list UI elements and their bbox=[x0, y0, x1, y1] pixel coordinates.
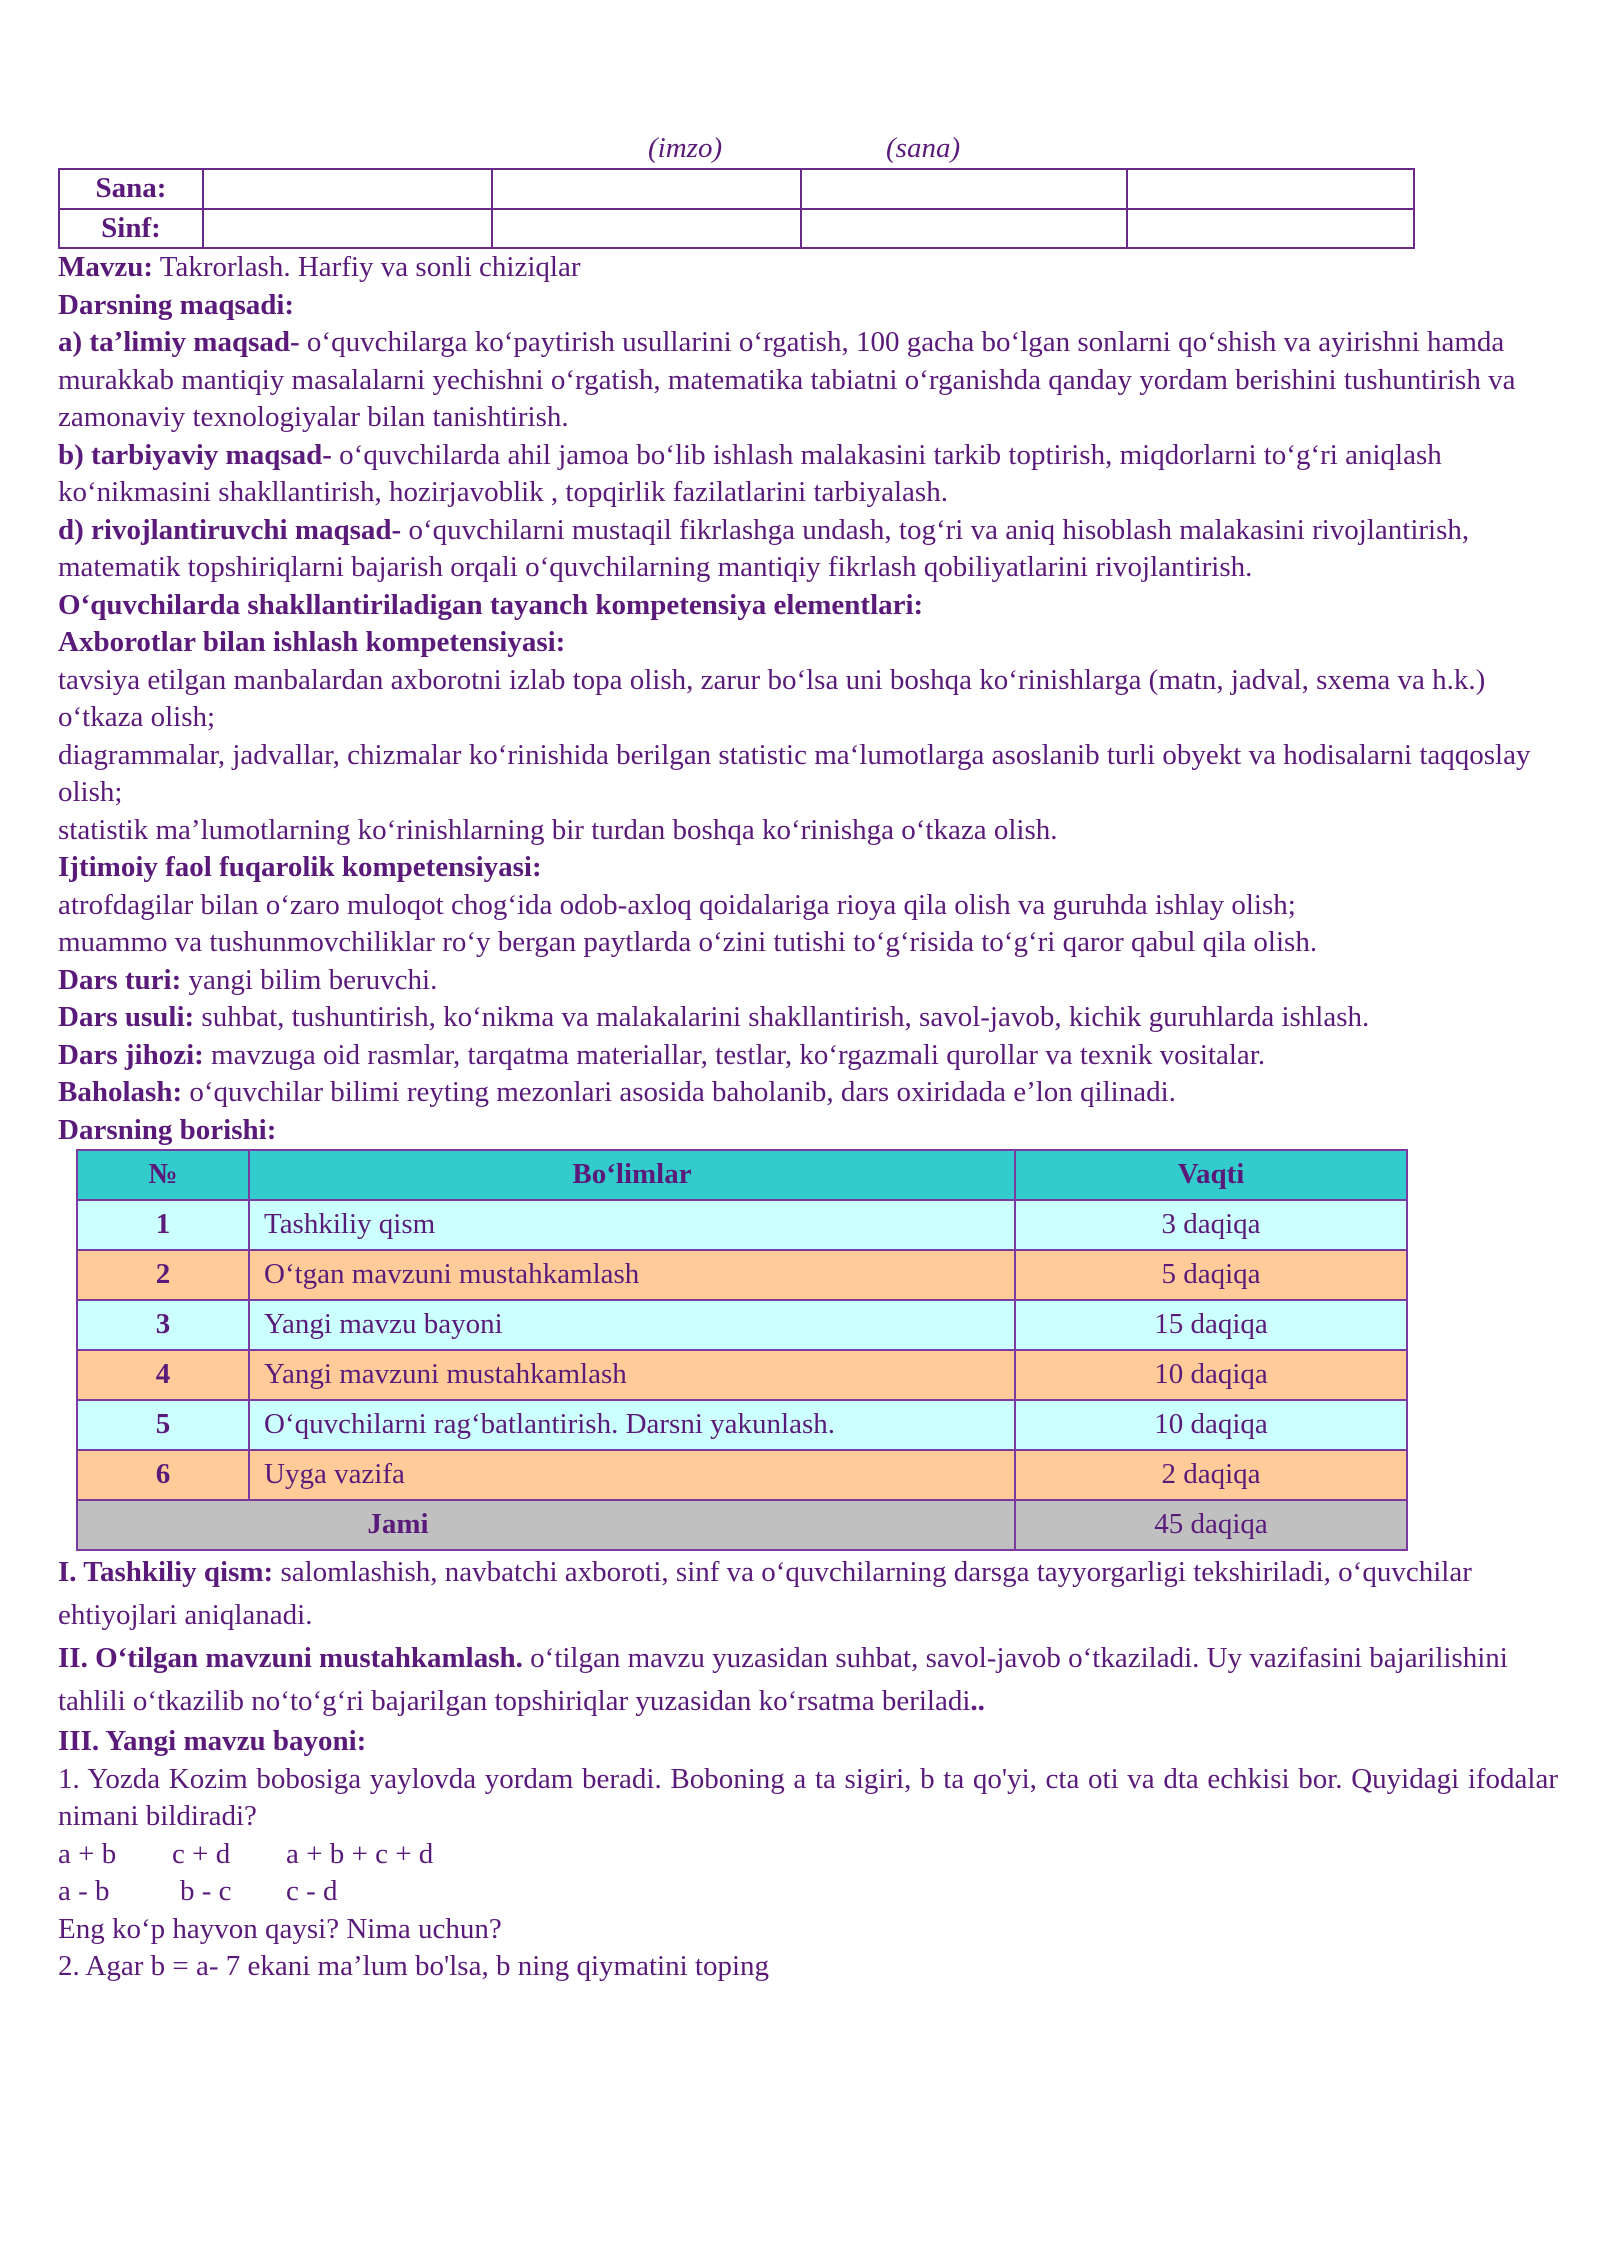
table-row bbox=[77, 1200, 1407, 1250]
sinf-cell bbox=[801, 209, 1127, 249]
row-number: 6 bbox=[77, 1450, 249, 1500]
question-line: Eng ko‘p hayvon qaysi? Nima uchun? bbox=[58, 1912, 502, 1945]
table-row bbox=[77, 1450, 1407, 1500]
kompetensiya-title: O‘quvchilarda shakllantiriladigan tayanch kompetensiya elementlari: bbox=[58, 588, 924, 621]
row-number: 5 bbox=[77, 1400, 249, 1450]
sana-caption: (sana) bbox=[886, 132, 961, 164]
section-1: I. Tashkiliy qism: salomlashish, navbatchi axboroti, sinf va o‘quvchilarning darsga tayyorgarligi tekshiriladi, o‘quvchilar ehtiyojlari aniqlanadi. bbox=[58, 1556, 1472, 1631]
row-section: Uyga vazifa bbox=[249, 1450, 1015, 1500]
sana-cell bbox=[492, 169, 801, 209]
goal-b: b) tarbiyaviy maqsad- o‘quvchilarda ahil jamoa bo‘lib ishlash malakasini tarkib toptirish, miqdorlarni to‘g‘ri aniqlash ko‘nikmasini shakllantirish, hozirjavoblik , topqirlik fazilatlarini tarbiyalash. bbox=[58, 438, 1442, 508]
imzo-label: (imzo) bbox=[648, 132, 723, 164]
borishi-title: Darsning borishi: bbox=[58, 1113, 277, 1146]
row-time: 3 daqiqa bbox=[1015, 1200, 1407, 1250]
maqsad-title: Darsning maqsadi: bbox=[58, 288, 295, 321]
sana-cell bbox=[1127, 169, 1414, 209]
plan-header-row bbox=[77, 1150, 1407, 1200]
sinf-cell bbox=[1127, 209, 1414, 249]
table-row bbox=[77, 1400, 1407, 1450]
plan-header-section: Bo‘limlar bbox=[249, 1150, 1015, 1200]
row-number: 1 bbox=[77, 1200, 249, 1250]
section-2: II. O‘tilgan mavzuni mustahkamlash. o‘tilgan mavzu yuzasidan suhbat, savol-javob o‘tkaziladi. Uy vazifasini bajarilishini tahlili o‘tkazilib no‘to‘g‘ri bajarilgan topshiriqlar yuzasidan ko‘rsatma beriladi.. bbox=[58, 1642, 1508, 1717]
axborot-item: statistik ma’lumotlarning ko‘rinishlarning bir turdan boshqa ko‘rinishga o‘tkaza olish. bbox=[58, 813, 1058, 846]
section-3-title: III. Yangi mavzu bayoni: bbox=[58, 1725, 367, 1757]
sinf-label: Sinf: bbox=[59, 209, 203, 249]
row-section: O‘quvchilarni rag‘batlantirish. Darsni yakunlash. bbox=[249, 1400, 1015, 1450]
dars-jihozi: Dars jihozi: mavzuga oid rasmlar, tarqatma materiallar, testlar, ko‘rgazmali qurollar va texnik vositalar. bbox=[58, 1038, 1266, 1071]
row-number: 3 bbox=[77, 1300, 249, 1350]
goal-a: a) ta’limiy maqsad- o‘quvchilarga ko‘paytirish usullarini o‘rgatish, 100 gacha bo‘lgan sonlarni qo‘shish va ayirishni hamda murakkab mantiqiy masalalarni yechishni o‘rgatish, matematika tabiatni o‘rganishda qanday yordam berishini tushuntirish va zamonaviy texnologiyalar bilan tanishtirish. bbox=[58, 326, 1516, 433]
sinf-cell bbox=[492, 209, 801, 249]
total-time: 45 daqiqa bbox=[1015, 1500, 1407, 1550]
sana-sinf-table bbox=[58, 168, 1415, 249]
row-number: 2 bbox=[77, 1250, 249, 1300]
sinf-row bbox=[59, 209, 1414, 249]
mavzu-line: Mavzu: Takrorlash. Harfiy va sonli chiziqlar bbox=[58, 251, 581, 283]
sana-label: Sana: bbox=[59, 169, 203, 209]
row-section: Yangi mavzu bayoni bbox=[249, 1300, 1015, 1350]
table-row bbox=[77, 1350, 1407, 1400]
row-time: 5 daqiqa bbox=[1015, 1250, 1407, 1300]
sinf-cell bbox=[203, 209, 492, 249]
row-time: 10 daqiqa bbox=[1015, 1400, 1407, 1450]
axborot-item: diagrammalar, jadvallar, chizmalar ko‘rinishida berilgan statistic ma‘lumotlarga asoslanib turli obyekt va hodisalarni taqqoslay olish; bbox=[58, 738, 1531, 808]
total-label: Jami bbox=[77, 1500, 1015, 1550]
plan-header-time: Vaqti bbox=[1015, 1150, 1407, 1200]
baholash: Baholash: o‘quvchilar bilimi reyting mezonlari asosida baholanib, dars oxiridada e’lon qilinadi. bbox=[58, 1076, 1176, 1108]
dars-turi: Dars turi: yangi bilim beruvchi. bbox=[58, 963, 438, 996]
row-time: 15 daqiqa bbox=[1015, 1300, 1407, 1350]
row-section: Tashkiliy qism bbox=[249, 1200, 1015, 1250]
row-time: 2 daqiqa bbox=[1015, 1450, 1407, 1500]
goal-d: d) rivojlantiruvchi maqsad- o‘quvchilarni mustaqil fikrlashga undash, tog‘ri va aniq hisoblash malakasini rivojlantirish, matematik topshiriqlarni bajarish orqali o‘quvchilarning mantiqiy fikrlash qobiliyatlarini rivojlantirish. bbox=[58, 513, 1470, 583]
task-1: 1. Yozda Kozim bobosiga yaylovda yordam beradi. Boboning a ta sigiri, b ta qo'yi, cta oti va dta echkisi bor. Quyidagi ifodalar nimani bildiradi? bbox=[58, 1762, 1558, 1832]
sana-row bbox=[59, 169, 1414, 209]
row-number: 4 bbox=[77, 1350, 249, 1400]
lesson-plan-table bbox=[76, 1149, 1408, 1551]
sana-cell bbox=[203, 169, 492, 209]
axborot-title: Axborotlar bilan ishlash kompetensiyasi: bbox=[58, 626, 566, 658]
task-2: 2. Agar b = a- 7 ekani ma’lum bo'lsa, b ning qiymatini toping bbox=[58, 1950, 770, 1982]
axborot-item: tavsiya etilgan manbalardan axborotni izlab topa olish, zarur bo‘lsa uni boshqa ko‘rinishlarga (matn, jadval, sxema va h.k.) o‘tkaza olish; bbox=[58, 663, 1486, 733]
signature-line bbox=[58, 130, 1558, 168]
ijtimoiy-title: Ijtimoiy faol fuqarolik kompetensiyasi: bbox=[58, 851, 542, 883]
table-row bbox=[77, 1300, 1407, 1350]
dars-usuli: Dars usuli: suhbat, tushuntirish, ko‘nikma va malakalarini shakllantirish, savol-javob, kichik guruhlarda ishlash. bbox=[58, 1001, 1370, 1033]
expression-row: a + b c + d a + b + c + d bbox=[58, 1837, 434, 1870]
row-section: O‘tgan mavzuni mustahkamlash bbox=[249, 1250, 1015, 1300]
sana-cell bbox=[801, 169, 1127, 209]
ijtimoiy-item: muammo va tushunmovchiliklar ro‘y bergan paytlarda o‘zini tutishi to‘g‘risida to‘g‘ri qaror qabul qila olish. bbox=[58, 926, 1318, 958]
total-row bbox=[77, 1500, 1407, 1550]
document-page bbox=[58, 130, 1558, 1986]
table-row bbox=[77, 1250, 1407, 1300]
row-time: 10 daqiqa bbox=[1015, 1350, 1407, 1400]
row-section: Yangi mavzuni mustahkamlash bbox=[249, 1350, 1015, 1400]
ijtimoiy-item: atrofdagilar bilan o‘zaro muloqot chog‘ida odob-axloq qoidalariga rioya qila olish va guruhda ishlay olish; bbox=[58, 888, 1296, 921]
plan-header-number: № bbox=[77, 1150, 249, 1200]
expression-row: a - b b - c c - d bbox=[58, 1875, 338, 1907]
